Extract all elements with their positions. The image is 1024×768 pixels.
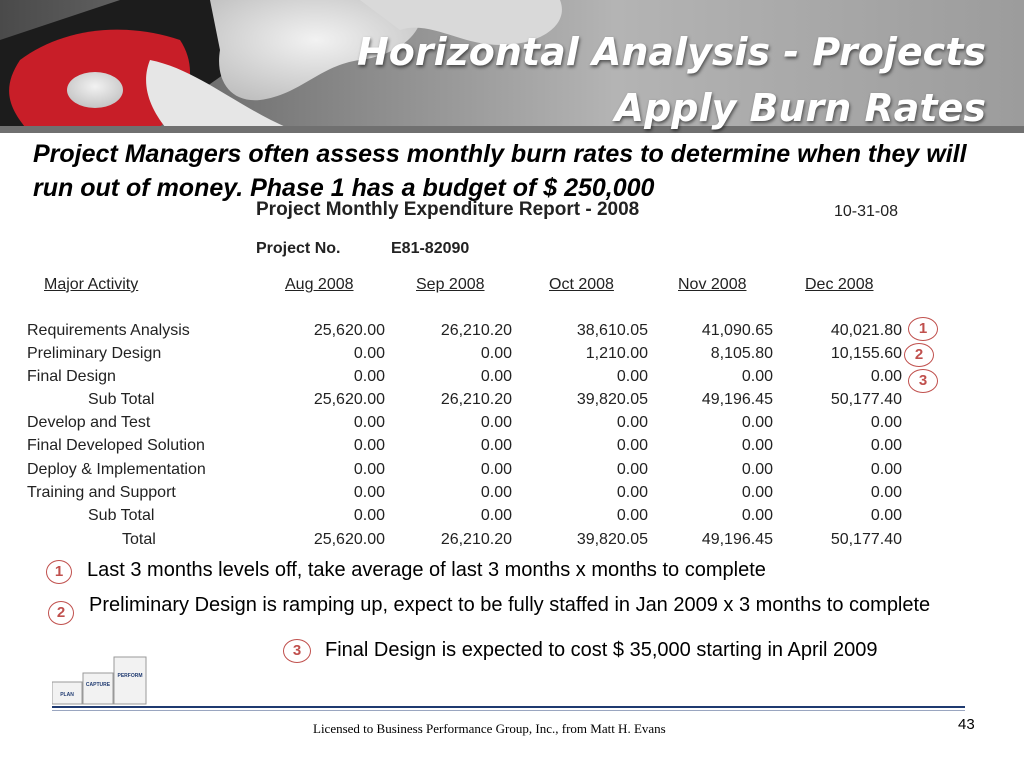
project-number-value: E81-82090 xyxy=(391,240,470,257)
row-marker-1: 1 xyxy=(908,317,938,341)
table-cell: 8,105.80 xyxy=(710,345,773,362)
table-cell: 49,196.45 xyxy=(701,531,773,548)
row-label: Requirements Analysis xyxy=(27,322,190,339)
column-header-dec-2008: Dec 2008 xyxy=(805,276,874,293)
table-cell: 0.00 xyxy=(741,368,773,385)
project-number-label: Project No. xyxy=(256,240,341,257)
table-cell: 0.00 xyxy=(480,437,512,454)
note-3-text: Final Design is expected to cost $ 35,000 starting in April 2009 xyxy=(325,639,878,661)
table-cell: 0.00 xyxy=(616,461,648,478)
row-label: Sub Total xyxy=(88,507,155,524)
plan-capture-perform-logo xyxy=(52,655,148,705)
footer-rule xyxy=(52,706,965,708)
table-cell: 10,155.60 xyxy=(830,345,902,362)
table-cell: 26,210.20 xyxy=(440,531,512,548)
row-label: Deploy & Implementation xyxy=(27,461,206,478)
table-cell: 50,177.40 xyxy=(830,531,902,548)
column-header-nov-2008: Nov 2008 xyxy=(678,276,747,293)
table-cell: 0.00 xyxy=(480,368,512,385)
column-header-aug-2008: Aug 2008 xyxy=(285,276,354,293)
row-label: Final Design xyxy=(27,368,116,385)
table-cell: 0.00 xyxy=(616,484,648,501)
report-date: 10-31-08 xyxy=(834,203,899,220)
logo-step-plan: PLAN xyxy=(60,692,74,698)
table-cell: 25,620.00 xyxy=(313,322,385,339)
table-cell: 0.00 xyxy=(480,414,512,431)
page-number: 43 xyxy=(958,716,975,733)
table-cell: 41,090.65 xyxy=(701,322,773,339)
note-1-text: Last 3 months levels off, take average of last 3 months x months to complete xyxy=(87,559,766,581)
table-cell: 0.00 xyxy=(480,484,512,501)
row-label: Develop and Test xyxy=(27,414,151,431)
table-cell: 0.00 xyxy=(480,345,512,362)
table-cell: 0.00 xyxy=(741,437,773,454)
column-header-sep-2008: Sep 2008 xyxy=(416,276,485,293)
note-2-text: Preliminary Design is ramping up, expect to be fully staffed in Jan 2009 x 3 months to complete xyxy=(89,594,931,616)
license-footer: Licensed to Business Performance Group, Inc., from Matt H. Evans xyxy=(313,721,666,736)
slide-title-line-1: Horizontal Analysis - Projects xyxy=(356,30,986,74)
table-cell: 0.00 xyxy=(870,484,902,501)
table-cell: 50,177.40 xyxy=(830,391,902,408)
logo-step-perform: PERFORM xyxy=(117,673,143,679)
table-cell: 0.00 xyxy=(353,484,385,501)
table-cell: 0.00 xyxy=(741,414,773,431)
row-label: Preliminary Design xyxy=(27,345,162,362)
table-cell: 0.00 xyxy=(353,507,385,524)
table-cell: 0.00 xyxy=(353,437,385,454)
table-cell: 0.00 xyxy=(353,368,385,385)
table-cell: 1,210.00 xyxy=(585,345,648,362)
table-cell: 26,210.20 xyxy=(440,322,512,339)
table-cell: 0.00 xyxy=(616,437,648,454)
row-marker-2: 2 xyxy=(904,343,934,367)
report-title: Project Monthly Expenditure Report - 2008 xyxy=(256,199,640,220)
note-marker-3: 3 xyxy=(283,639,311,663)
table-cell: 0.00 xyxy=(870,414,902,431)
table-cell: 26,210.20 xyxy=(440,391,512,408)
slide-title-line-2: Apply Burn Rates xyxy=(614,86,986,130)
row-marker-3: 3 xyxy=(908,369,938,393)
table-cell: 25,620.00 xyxy=(313,391,385,408)
column-header-oct-2008: Oct 2008 xyxy=(549,276,614,293)
title-banner xyxy=(0,0,1024,133)
logo-step-capture: CAPTURE xyxy=(85,682,111,688)
column-header-major-activity: Major Activity xyxy=(44,276,139,293)
intro-text: Project Managers often assess monthly burn rates to determine when they will run out of money. Phase 1 has a budget of $ 250,000 xyxy=(33,140,967,202)
note-marker-2: 2 xyxy=(48,601,74,625)
table-cell: 0.00 xyxy=(353,345,385,362)
table-cell: 0.00 xyxy=(741,507,773,524)
table-cell: 0.00 xyxy=(741,461,773,478)
table-cell: 49,196.45 xyxy=(701,391,773,408)
table-cell: 40,021.80 xyxy=(830,322,902,339)
table-cell: 0.00 xyxy=(741,484,773,501)
table-cell: 25,620.00 xyxy=(313,531,385,548)
table-cell: 0.00 xyxy=(353,414,385,431)
row-label: Sub Total xyxy=(88,391,155,408)
table-cell: 38,610.05 xyxy=(576,322,648,339)
table-cell: 39,820.05 xyxy=(576,391,648,408)
table-cell: 0.00 xyxy=(480,461,512,478)
table-cell: 0.00 xyxy=(353,461,385,478)
table-cell: 0.00 xyxy=(870,437,902,454)
table-cell: 0.00 xyxy=(870,461,902,478)
footer-rule-thin xyxy=(52,710,965,711)
table-cell: 0.00 xyxy=(616,414,648,431)
table-cell: 0.00 xyxy=(480,507,512,524)
table-cell: 0.00 xyxy=(870,368,902,385)
table-cell: 0.00 xyxy=(616,368,648,385)
row-label: Training and Support xyxy=(27,484,176,501)
table-cell: 39,820.05 xyxy=(576,531,648,548)
table-cell: 0.00 xyxy=(870,507,902,524)
table-cell: 0.00 xyxy=(616,507,648,524)
row-label: Final Developed Solution xyxy=(27,437,205,454)
row-label: Total xyxy=(122,531,156,548)
note-marker-1: 1 xyxy=(46,560,72,584)
